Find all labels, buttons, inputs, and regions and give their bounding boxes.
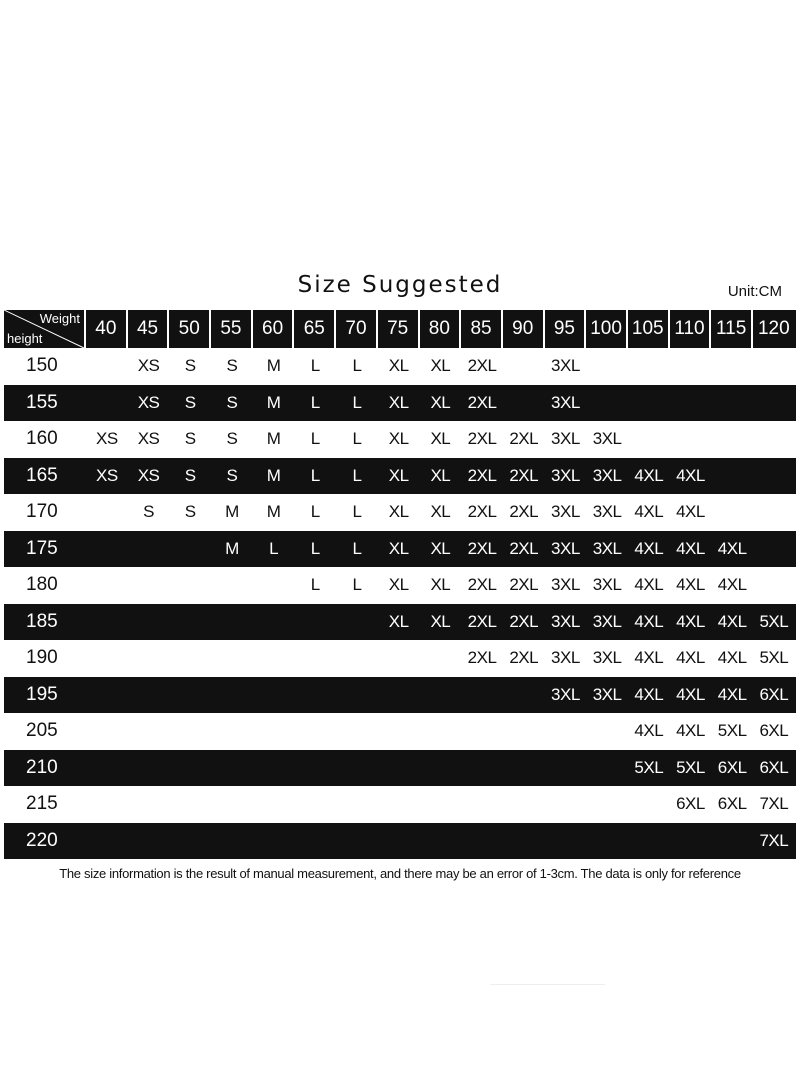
height-value: 180 — [26, 574, 58, 596]
size-cell: XS — [137, 392, 160, 412]
table-row — [4, 348, 796, 385]
size-cell: S — [184, 429, 196, 449]
size-cell: L — [352, 575, 362, 595]
size-cell: 3XL — [592, 538, 622, 558]
size-table-body — [4, 348, 796, 859]
size-cell: XL — [388, 429, 409, 449]
size-cell: 3XL — [592, 611, 622, 631]
size-cell: S — [226, 465, 238, 485]
size-cell: L — [352, 465, 362, 485]
size-cell: 2XL — [467, 465, 497, 485]
size-cell: 3XL — [592, 429, 622, 449]
size-cell: 2XL — [509, 429, 539, 449]
size-cell: 4XL — [634, 611, 664, 631]
size-cell: L — [310, 465, 320, 485]
size-cell: 4XL — [634, 465, 664, 485]
size-cell: 5XL — [759, 611, 789, 631]
size-cell: 4XL — [676, 721, 705, 741]
size-cell: 2XL — [467, 648, 497, 668]
size-cell: L — [310, 502, 320, 522]
height-value: 220 — [26, 829, 58, 851]
divider — [490, 984, 605, 985]
size-cell: 6XL — [717, 794, 747, 814]
weight-label: Weight — [39, 311, 80, 326]
weight-header-cell: 120 — [757, 318, 790, 339]
size-cell: M — [266, 502, 281, 522]
disclaimer-note: The size information is the result of manual measurement, and there may be an error of 1-3cm. The data is only for reference — [59, 866, 741, 881]
size-cell: S — [226, 356, 238, 376]
size-cell: 4XL — [717, 575, 747, 595]
table-row — [4, 750, 796, 787]
size-cell: 2XL — [509, 648, 539, 668]
size-cell: 4XL — [676, 465, 705, 485]
size-cell: 2XL — [509, 611, 539, 631]
size-cell: 4XL — [717, 611, 747, 631]
size-cell: XS — [96, 465, 118, 485]
size-cell: XL — [430, 575, 451, 595]
size-cell: 4XL — [634, 575, 664, 595]
size-cell: 7XL — [759, 794, 789, 814]
size-cell: XL — [430, 429, 451, 449]
weight-header-cell: 100 — [586, 310, 628, 348]
table-row — [4, 604, 796, 641]
size-cell: L — [269, 538, 279, 558]
size-cell: XL — [388, 502, 409, 522]
height-value: 185 — [26, 610, 58, 632]
size-cell: S — [226, 429, 238, 449]
size-cell: M — [225, 538, 239, 558]
size-cell: 2XL — [467, 611, 497, 631]
size-cell: 4XL — [634, 684, 664, 704]
size-cell: 3XL — [551, 575, 580, 595]
size-cell: S — [143, 502, 154, 522]
table-row — [4, 640, 796, 677]
size-cell: 3XL — [551, 502, 580, 522]
size-cell: 7XL — [759, 830, 789, 850]
size-cell: L — [352, 356, 362, 376]
height-value: 195 — [26, 683, 58, 705]
size-cell: 3XL — [551, 465, 580, 485]
size-cell: 6XL — [759, 757, 789, 777]
size-cell: XL — [430, 465, 451, 485]
size-cell: 5XL — [759, 648, 789, 668]
weight-header-cell: 70 — [336, 310, 378, 348]
size-cell: L — [352, 392, 362, 412]
size-cell: S — [184, 356, 196, 376]
size-cell: 6XL — [759, 684, 789, 704]
size-cell: 3XL — [592, 502, 622, 522]
size-cell: 2XL — [509, 575, 539, 595]
size-cell: XL — [430, 502, 451, 522]
weight-header-cell: 75 — [378, 310, 420, 348]
size-cell: 4XL — [634, 721, 664, 741]
size-cell: 3XL — [592, 465, 622, 485]
table-row — [4, 786, 796, 823]
table-row — [4, 823, 796, 860]
size-cell: XL — [388, 392, 409, 412]
size-cell: 3XL — [551, 611, 580, 631]
size-cell: XL — [430, 538, 451, 558]
size-cell: 4XL — [676, 611, 705, 631]
size-cell: XS — [137, 465, 160, 485]
size-cell: XL — [388, 465, 409, 485]
size-cell: 4XL — [634, 502, 664, 522]
weight-header-cell: 80 — [420, 310, 462, 348]
weight-header-cell: 110 — [670, 310, 712, 348]
size-cell: 2XL — [467, 538, 497, 558]
size-cell: L — [310, 538, 320, 558]
size-cell: XS — [137, 356, 160, 376]
weight-header-cell: 90 — [503, 310, 545, 348]
size-cell: XL — [388, 611, 409, 631]
size-cell: 3XL — [551, 392, 580, 412]
table-row — [4, 458, 796, 495]
weight-header-cell: 65 — [294, 310, 336, 348]
size-cell: 2XL — [467, 356, 497, 376]
size-cell: 2XL — [509, 465, 539, 485]
size-cell: 3XL — [551, 648, 580, 668]
size-cell: XL — [430, 611, 451, 631]
height-value: 150 — [26, 355, 58, 377]
weight-header-cell: 60 — [253, 310, 295, 348]
size-cell: XL — [430, 356, 451, 376]
size-cell: L — [310, 429, 320, 449]
size-cell: 5XL — [676, 757, 705, 777]
size-cell: 4XL — [717, 648, 747, 668]
height-value: 155 — [26, 391, 58, 413]
height-value: 210 — [26, 756, 58, 778]
size-cell: XS — [137, 429, 160, 449]
height-value: 175 — [26, 537, 58, 559]
size-cell: L — [352, 429, 362, 449]
size-cell: 4XL — [676, 648, 705, 668]
size-cell: 3XL — [551, 356, 580, 376]
size-cell: 4XL — [676, 684, 705, 704]
size-cell: 4XL — [717, 684, 747, 704]
height-value: 215 — [26, 793, 58, 815]
size-cell: 2XL — [467, 429, 497, 449]
weight-header-cell: 95 — [545, 310, 587, 348]
weight-header-cell: 115 — [711, 310, 753, 348]
table-row — [4, 531, 796, 568]
size-cell: XL — [388, 575, 409, 595]
size-cell: M — [266, 429, 281, 449]
size-cell: L — [310, 575, 320, 595]
size-cell: 3XL — [551, 538, 580, 558]
size-cell: 4XL — [676, 538, 705, 558]
size-cell: M — [225, 502, 239, 522]
height-value: 190 — [26, 647, 58, 669]
table-row — [4, 567, 796, 604]
size-cell: XL — [430, 392, 451, 412]
size-cell: 2XL — [509, 538, 539, 558]
size-cell: 2XL — [467, 392, 497, 412]
height-label: height — [7, 331, 43, 346]
size-cell: 3XL — [551, 429, 580, 449]
height-value: 160 — [26, 428, 58, 450]
corner-cell — [4, 310, 86, 348]
table-row — [4, 677, 796, 714]
size-cell: L — [352, 502, 362, 522]
size-cell: S — [184, 465, 196, 485]
size-cell: 4XL — [717, 538, 747, 558]
size-cell: XS — [96, 429, 118, 449]
size-cell: L — [310, 392, 320, 412]
size-cell: 2XL — [467, 575, 497, 595]
table-row — [4, 494, 796, 531]
size-cell: 3XL — [592, 575, 622, 595]
size-cell: 3XL — [592, 648, 622, 668]
size-cell: 5XL — [717, 721, 747, 741]
chart-title: Size Suggested — [297, 272, 503, 298]
size-cell: 4XL — [676, 575, 705, 595]
weight-header-cell: 105 — [628, 310, 670, 348]
size-cell: S — [226, 392, 238, 412]
weight-header-cell: 85 — [461, 310, 503, 348]
size-cell: 4XL — [634, 648, 664, 668]
weight-header-cell: 50 — [169, 310, 211, 348]
size-cell: 2XL — [467, 502, 497, 522]
table-row — [4, 385, 796, 422]
weight-header-cell: 45 — [128, 310, 170, 348]
size-cell: L — [352, 538, 362, 558]
size-cell: L — [310, 356, 320, 376]
unit-label: Unit:CM — [727, 283, 782, 300]
size-cell: XL — [388, 538, 409, 558]
table-row — [4, 421, 796, 458]
size-cell: M — [266, 465, 281, 485]
size-cell: M — [266, 392, 281, 412]
weight-header-cell: 55 — [211, 310, 253, 348]
size-cell: 2XL — [509, 502, 539, 522]
size-cell: 6XL — [717, 757, 747, 777]
height-value: 165 — [26, 464, 58, 486]
height-value: 205 — [26, 720, 58, 742]
size-cell: 4XL — [676, 502, 705, 522]
height-value: 170 — [26, 501, 58, 523]
size-cell: 3XL — [551, 684, 580, 704]
size-cell: M — [266, 356, 281, 376]
size-cell: S — [184, 392, 196, 412]
weight-header-row — [4, 310, 796, 348]
size-cell: 6XL — [676, 794, 705, 814]
size-cell: 5XL — [634, 757, 664, 777]
size-cell: S — [184, 502, 196, 522]
size-cell: 3XL — [592, 684, 622, 704]
table-row — [4, 713, 796, 750]
weight-header-cell: 40 — [86, 310, 128, 348]
size-cell: 6XL — [759, 721, 789, 741]
size-cell: 4XL — [634, 538, 664, 558]
size-cell: XL — [388, 356, 409, 376]
